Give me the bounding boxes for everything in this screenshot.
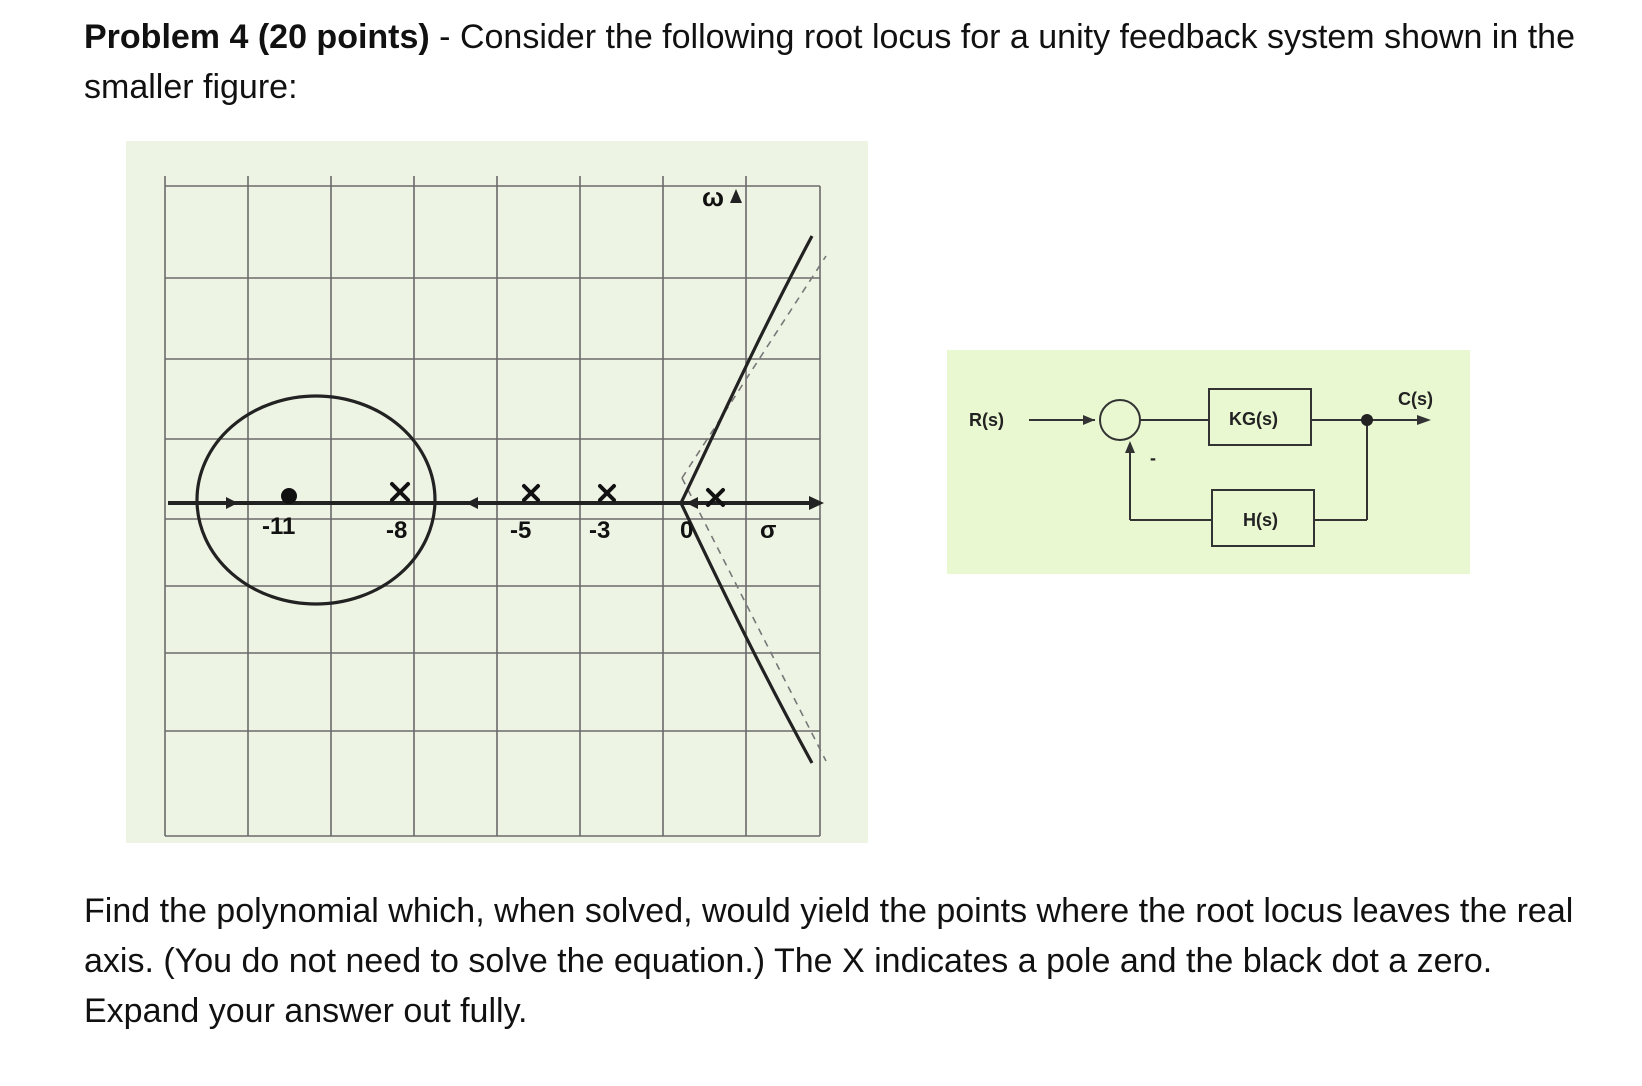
locus-arrow-3 bbox=[686, 497, 698, 509]
output-arrow bbox=[1417, 415, 1431, 425]
tick-label-0: 0 bbox=[680, 517, 694, 544]
tick-label-minus-11: -11 bbox=[262, 513, 296, 540]
locus-arrow-1 bbox=[226, 497, 238, 509]
tick-labels bbox=[262, 513, 693, 544]
output-label: C(s) bbox=[1398, 389, 1433, 409]
forward-block-label: KG(s) bbox=[1229, 409, 1278, 429]
asymptotes bbox=[682, 256, 826, 761]
pole-marker-minus-3 bbox=[600, 486, 614, 500]
summer-minus-sign: - bbox=[1150, 448, 1156, 468]
problem-question: Find the polynomial which, when solved, would yield the points where the root locus leaves the real axis. (You do not need to solve the equation.) The X indicates a pole and the black dot a zero. Expand your answer out fully. bbox=[84, 892, 1574, 1030]
real-axis-label: σ bbox=[760, 517, 777, 544]
block-diagram-svg bbox=[947, 350, 1470, 574]
zero-marker bbox=[281, 488, 297, 504]
root-locus-plot bbox=[126, 141, 868, 843]
tick-label-minus-3: -3 bbox=[589, 517, 611, 544]
real-axis-arrow bbox=[809, 496, 824, 510]
pole-marker-minus-5 bbox=[524, 486, 538, 500]
pickoff-point bbox=[1361, 414, 1373, 426]
tick-label-minus-5: -5 bbox=[510, 517, 532, 544]
problem-intro-text: - Consider the following root locus for a unity feedback system shown in the smaller figure: bbox=[84, 18, 1575, 106]
feedback-block-label: H(s) bbox=[1243, 510, 1278, 530]
feedback-arrow bbox=[1125, 441, 1135, 453]
imag-axis-label: ω bbox=[702, 182, 724, 212]
input-arrow bbox=[1083, 415, 1095, 425]
imag-axis-arrow bbox=[730, 189, 742, 203]
tick-label-minus-8: -8 bbox=[386, 517, 408, 544]
root-locus-figure bbox=[126, 141, 868, 843]
root-locus-circle bbox=[197, 396, 435, 604]
block-diagram bbox=[947, 350, 1470, 574]
pole-marker-minus-8 bbox=[392, 484, 408, 500]
input-label: R(s) bbox=[969, 410, 1004, 430]
problem-heading: Problem 4 (20 points) bbox=[84, 18, 430, 56]
locus-arrow-2 bbox=[466, 497, 478, 509]
summing-junction bbox=[1100, 400, 1140, 440]
problem-intro bbox=[84, 12, 1584, 112]
